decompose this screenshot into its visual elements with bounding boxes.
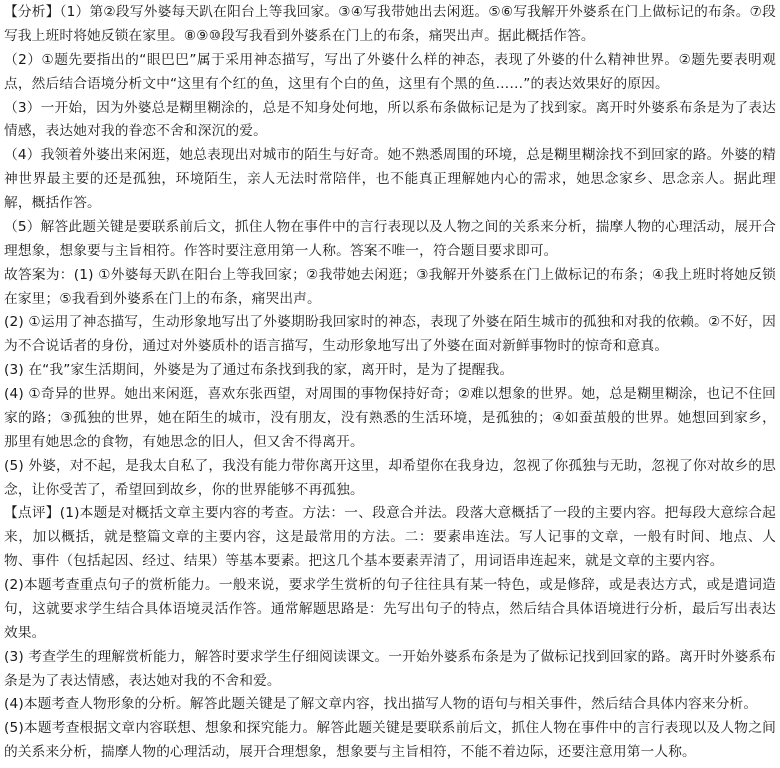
analysis-text-1: （1）第②段写外婆每天趴在阳台上等我回家。③④写我带她出去闲逛。⑤⑥写我解开外婆系在门上做标记的布条。⑦段写我上班时将她反锁在家里。⑧⑨⑩段写我看到外婆系在门上的布条，痛哭出声。据此概括作答。 (4, 4, 776, 44)
answer-paragraph-5: (5) 外婆，对不起，是我太自私了，我没有能力带你离开这里，却希望你在我身边，忽视了你孤独与无助，忽视了你对故乡的思念，让你受苦了，希望回到故乡，你的世界能够不再孤独。 (4, 457, 776, 498)
analysis-paragraph-1 (4, 1, 776, 49)
answer-paragraph-3: (3) 在“我”家生活期间，外婆是为了通过布条找到我的家，离开时，是为了提醒我。 (4, 362, 514, 379)
comment-paragraph-3: (3) 考查学生的理解赏析能力，解答时要求学生仔细阅读课文。一开始外婆系布条是为了做标记找到回家的路。离开时外婆系布条是为了表达情感，表达她对我的不舍和爱。 (4, 648, 776, 689)
comment-paragraph-1: 【点评】(1)本题是对概括文章主要内容的考查。方法：一、段意合并法。段落大意概括了一段的主要内容。把每段大意综合起来，加以概括，就是整篇文章的主要内容，这是最常用的方法。二：要素串连法。写人记事的文章，一般有时间、地点、人物、事件（包括起因、经过、结果）等基本要素。把这几个基本要素弄清了，用词语串连起来，就是文章的主要内容。 (4, 505, 776, 570)
comment-paragraph-4: (4)本题考查人物形象的分析。解答此题关键是了解文章内容，找出描写人物的语句与相关事件，然后结合具体内容来分析。 (4, 696, 758, 713)
analysis-label: 【分析】 (4, 4, 60, 20)
answer-paragraph-4: (4) ①奇异的世界。她出来闲逛，喜欢东张西望，对周围的事物保持好奇；②难以想象的世界。她，总是糊里糊涂，也记不住回家的路；③孤独的世界，她在陌生的城市，没有朋友，没有熟悉的生活环境，是孤独的；④如蚕茧般的世界。她想回到家乡，那里有她思念的食物，有她思念的旧人，但又舍不得离开。 (4, 386, 776, 450)
answer-paragraph-1: 故答案为：(1) ①外婆每天趴在阳台上等我回家；②我带她去闲逛；③我解开外婆系在门上做标记的布条；④我上班时将她反锁在家里；⑤我看到外婆系在门上的布条，痛哭出声。 (4, 266, 776, 307)
comment-paragraph-2: (2)本题考查重点句子的赏析能力。一般来说，要求学生赏析的句子往往具有某一特色，或是修辞，或是表达方式，或是遣词造句，这就要求学生结合具体语境灵活作答。通常解题思路是：先写出句子的特点，然后结合具体语境进行分析，最后写出表达效果。 (4, 577, 776, 641)
analysis-paragraph-3: （3）一开始，因为外婆总是糊里糊涂的，总是不知身处何地，所以系布条做标记是为了找到家。离开时外婆系布条是为了表达情感，表达她对我的眷恋不舍和深沉的爱。 (4, 99, 776, 140)
analysis-paragraph-2: （2）①题先要指出的“眼巴巴”属于采用神态描写，写出了外婆什么样的神态，表现了外婆的什么精神世界。②题先要表明观点，然后结合语境分析文中“这里有个红的鱼，这里有个白的鱼，这里有个黑的鱼……”的表达效果好的原因。 (4, 51, 776, 92)
answer-paragraph-2: (2) ①运用了神态描写，生动形象地写出了外婆期盼我回家时的神态，表现了外婆在陌生城市的孤独和对我的依赖。②不好，因为不合说话者的身份，通过对外婆质朴的语言描写，生动形象地写出了外婆在面对新鲜事物时的惊奇和意真。 (4, 314, 776, 355)
comment-paragraph-5: (5)本题考查根据文章内容联想、想象和探究能力。解答此题关键是要联系前后文，抓住人物在事件中的言行表现以及人物之间的关系来分析，揣摩人物的心理活动，展开合理想象，想象要与主旨相符，不能不着边际，还要注意用第一人称。 (4, 720, 776, 761)
analysis-paragraph-5: （5）解答此题关键是要联系前后文，抓住人物在事件中的言行表现以及人物之间的关系来分析，揣摩人物的心理活动，展开合理想象，想象要与主旨相符。作答时要注意用第一人称。答案不唯一，符合题目要求即可。 (4, 218, 776, 259)
analysis-paragraph-4: （4）我领着外婆出来闲逛，她总表现出对城市的陌生与好奇。她不熟悉周围的环境，总是糊里糊涂找不到回家的路。外婆的精神世界最主要的还是孤独，环境陌生，亲人无法时常陪伴，也不能真正理解她内心的需求，她思念家乡、思念亲人。据此理解，概括作答。 (4, 147, 776, 211)
